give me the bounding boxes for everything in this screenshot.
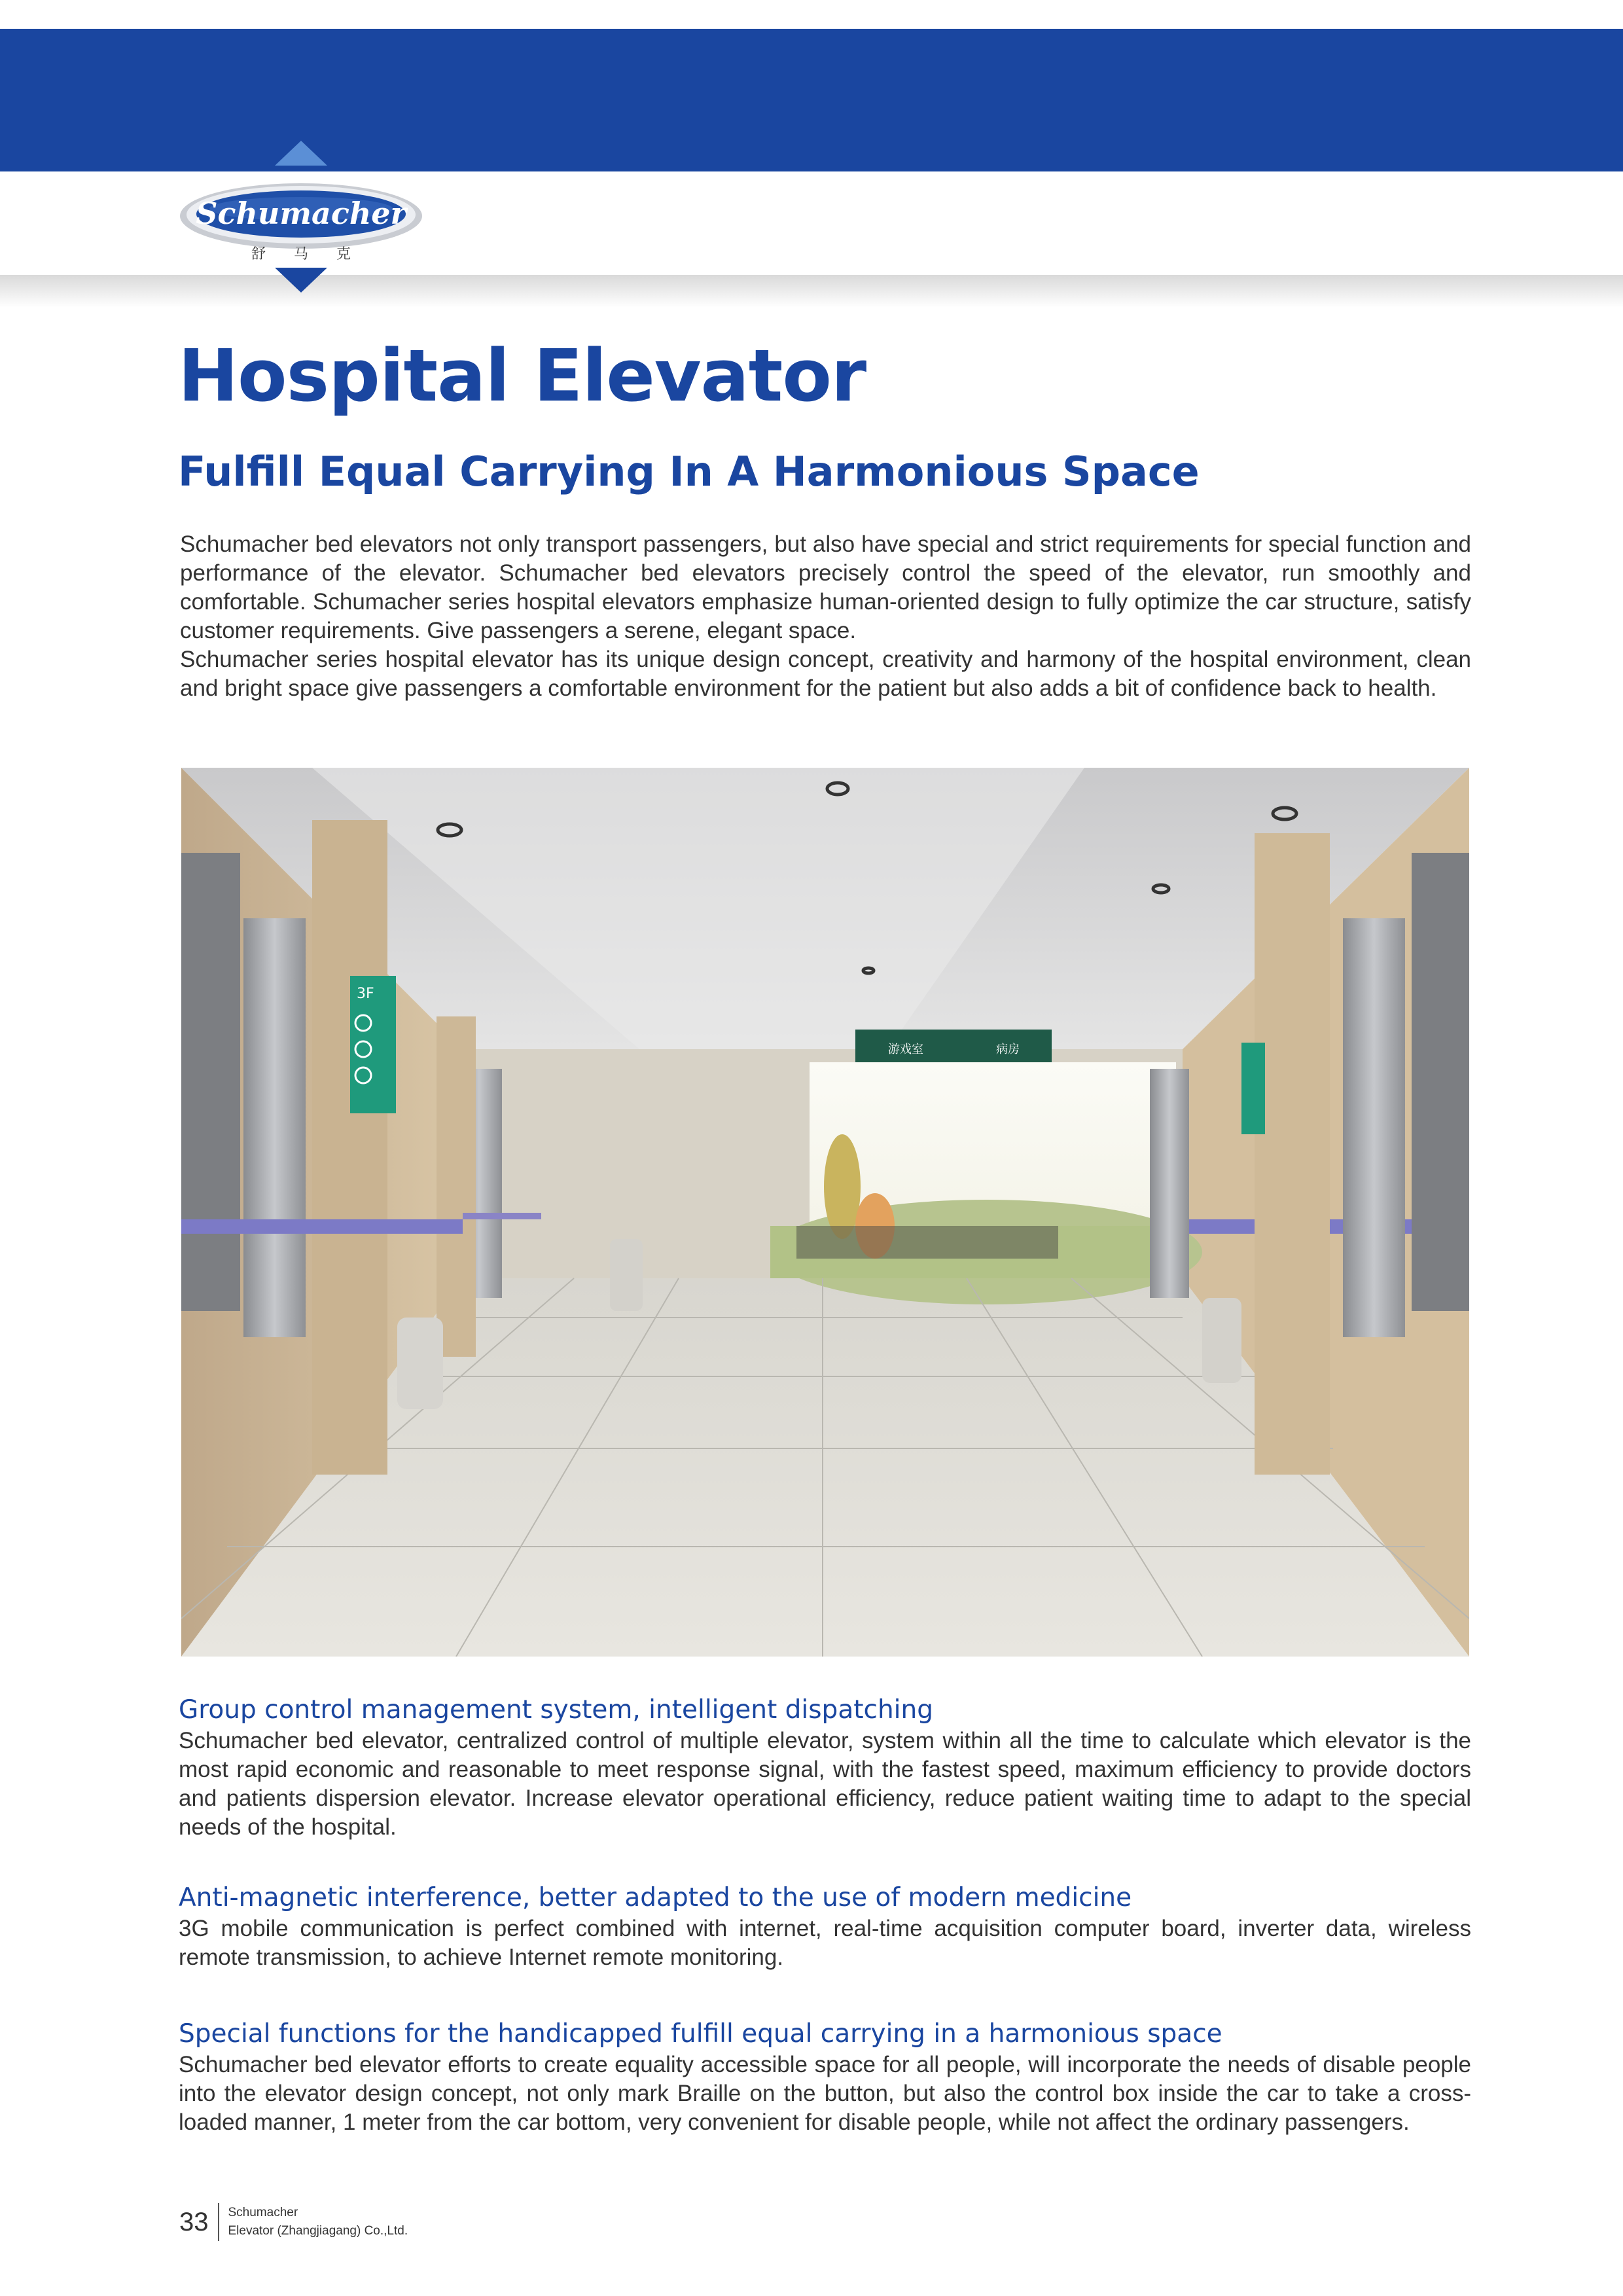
hanging-sign-right: 病房: [996, 1043, 1020, 1056]
page-number: 33: [179, 2207, 209, 2236]
section-body: Schumacher bed elevator efforts to create equality accessible space for all people, will incorporate the needs of disable people into the elevator design concept, not only mark Braille on the button, but also the control box inside the car to take a cross-loaded manner, 1 meter from the car bottom, very convenient for disable people, while not affect the ordinary passengers.: [179, 2052, 1471, 2135]
page-title: Hospital Elevator: [178, 334, 866, 418]
section-handicapped-functions: [179, 2018, 1471, 2137]
schumacher-logo: [177, 141, 425, 293]
footer-divider: [218, 2203, 219, 2241]
section-heading: Group control management system, intelligent dispatching: [179, 1695, 933, 1725]
section-heading: Anti-magnetic interference, better adapted to the use of modern medicine: [179, 1883, 1132, 1912]
floor-sign-label: 3F: [357, 986, 374, 1002]
section-body: Schumacher bed elevator, centralized control of multiple elevator, system within all the time to calculate which elevator is the most rapid economic and reasonable to meet response signal, with the fastest speed, maximum efficiency to provide doctors and patients dispersion elevator. Increase elevator operational efficiency, reduce patient waiting time to adapt to the special needs of the hospital.: [179, 1728, 1471, 1840]
section-body: 3G mobile communication is perfect combined with internet, real-time acquisition computer board, inverter data, wireless remote transmission, to achieve Internet remote monitoring.: [179, 1916, 1471, 1970]
section-heading: Special functions for the handicapped fulfill equal carrying in a harmonious space: [179, 2019, 1222, 2049]
intro-text: [180, 530, 1471, 703]
footer-company-line: Elevator (Zhangjiagang) Co.,Ltd.: [228, 2224, 408, 2238]
section-group-control: [179, 1694, 1471, 1842]
hanging-sign-left: 游戏室: [888, 1043, 923, 1056]
logo-wordmark: Schumacher: [196, 196, 406, 231]
intro-paragraph: Schumacher bed elevators not only transport passengers, but also have special and strict requirements for special function and performance of the elevator. Schumacher bed elevators precisely control the speed of the elevator, run smoothly and comfortable. Schumacher series hospital elevators emphasize human-oriented design to fully optimize the car structure, satisfy customer requirements. Give passengers a serene, elegant space.: [180, 531, 1471, 643]
intro-paragraph: Schumacher series hospital elevator has its unique design concept, creativity and harmony of the hospital environment, clean and bright space give passengers a comfortable environment for the patient but also adds a bit of confidence back to health.: [180, 647, 1471, 701]
section-anti-magnetic: [179, 1882, 1471, 1972]
footer-company: [228, 2204, 408, 2240]
hospital-corridor-illustration: [181, 768, 1469, 1657]
page-footer: [179, 2202, 408, 2242]
logo-chinese-char-1: 舒: [251, 246, 266, 262]
footer-company-line: Schumacher: [228, 2206, 298, 2219]
page-subtitle: Fulfill Equal Carrying In A Harmonious Space: [178, 448, 1200, 495]
logo-chinese-char-2: 马: [293, 246, 309, 262]
logo-chinese-char-3: 克: [336, 246, 351, 262]
